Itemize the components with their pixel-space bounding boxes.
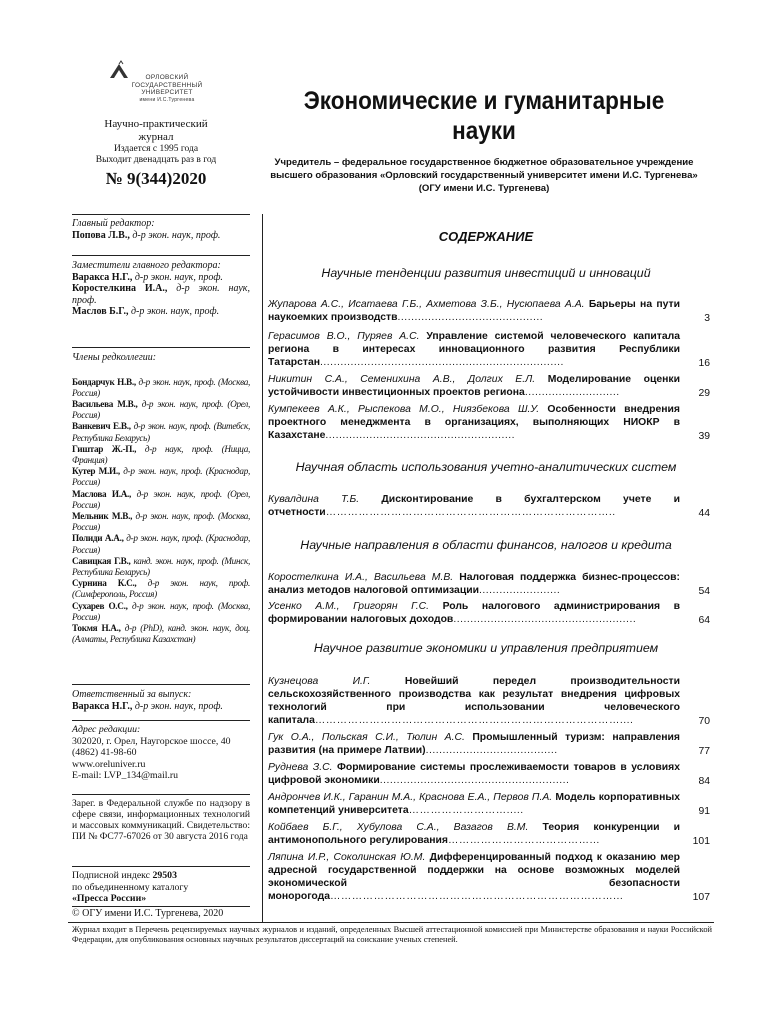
registration-text: Зарег. в Федеральной службе по надзору в сфере связи, информационных технологий и массовых коммуникаций. Свидетельство: ПИ № ФС77-67026 от 30 августа 2016 года: [72, 798, 250, 842]
logo-line: ГОСУДАРСТВЕННЫЙ: [131, 81, 203, 89]
entry-page: 91: [698, 806, 710, 817]
address-text: 302020, г. Орел, Наугорское шоссе, 40: [72, 735, 231, 747]
person-name: Токмя Н.А.,: [72, 622, 121, 633]
entry-title: Новейший передел производительности сельскохозяйственного производства как результат внедрения цифровых технологий при использовании человеческого капитала: [268, 676, 680, 726]
toc-entry[interactable]: [268, 731, 710, 757]
board-member: [72, 399, 250, 421]
person-name: Полиди А.А.,: [72, 533, 124, 544]
person-name: Гиштар Ж.-П.,: [72, 443, 137, 454]
person-degree: д-р экон. наук, проф.: [132, 271, 223, 283]
board-member: [72, 556, 250, 578]
toc-entry[interactable]: [268, 403, 710, 442]
entry-title: Теория конкуренции и антимонопольного регулирования: [268, 822, 681, 846]
university-logo: [88, 60, 208, 110]
journal-type: журнал: [138, 131, 174, 143]
journal-since: Издается с 1995 года: [113, 144, 199, 154]
contents-heading: СОДЕРЖАНИЕ: [438, 229, 534, 244]
board-label: Члены редколлегии:: [72, 352, 157, 363]
index-value: 29503: [152, 870, 177, 881]
subscription-block: [72, 870, 250, 905]
site-link[interactable]: www.oreluniver.ru: [72, 758, 146, 770]
entry-authors: Андрончев И.К., Гаранин М.А., Краснова Е.А., Первов П.А.: [268, 792, 553, 803]
person-degree: д-р (PhD), канд. экон. наук, доц. (Алматы, Республика Казахстан): [72, 622, 251, 645]
section-heading: Научные тенденции развития инвестиций и инноваций: [321, 266, 651, 280]
entry-title: Дифференцированный подход к оказанию мер адресной государственной поддержки на основе возможных моделей экономической безопасности монорогода: [268, 852, 681, 902]
toc-entry[interactable]: [268, 600, 710, 626]
toc-entry[interactable]: [268, 761, 710, 787]
entry-authors: Никитин С.А., Семенихина А.В., Долгих Е.Л.: [268, 374, 536, 385]
entry-dots: .......................................: [425, 745, 558, 756]
person-name: Коростелкина И.А.,: [72, 283, 168, 294]
divider: [72, 866, 250, 867]
entry-dots: …………………………………...: [447, 835, 600, 846]
entry-dots: ……………………………………………………………………...: [330, 891, 624, 902]
journal-info: [82, 118, 230, 190]
person-degree: д-р наук, проф. (Ницца, Франция): [72, 443, 251, 465]
entry-authors: Усенко А.М., Григорян Г.С.: [268, 601, 430, 612]
person-name: Маслова И.А.,: [72, 488, 132, 499]
entry-page: 70: [698, 716, 710, 727]
deputy-item: [72, 272, 250, 284]
responsible-degree: д-р экон. наук, проф.: [132, 700, 223, 712]
responsible-name: Варакса Н.Г.,: [72, 700, 133, 712]
logo-line: ОРЛОВСКИЙ: [145, 74, 189, 81]
toc-entry[interactable]: [268, 298, 710, 324]
index-label: Подписной индекс: [72, 870, 153, 881]
entry-dots: ............................: [524, 387, 620, 398]
entry-page: 3: [704, 313, 710, 324]
address-block: [72, 724, 250, 782]
person-degree: д-р экон. наук, проф. (Москва, Россия): [72, 510, 250, 533]
address-label: Адрес редакции:: [72, 724, 141, 735]
entry-title: Барьеры на пути наукоемких производств: [268, 299, 680, 323]
person-degree: д-р экон. наук, проф. (Москва, Россия): [72, 600, 250, 622]
section-heading: Научная область использования учетно-аналитических систем: [295, 460, 677, 474]
deputy-item: [72, 283, 250, 306]
board-member: [72, 533, 250, 555]
entry-page: 39: [698, 431, 710, 442]
person-name: Мельник М.В.,: [72, 510, 133, 521]
section-heading: Научное развитие экономики и управления предприятием: [313, 641, 659, 655]
entry-page: 16: [698, 358, 710, 369]
board-member: [72, 377, 250, 399]
person-name: Савицкая Г.В.,: [72, 555, 131, 566]
section-heading: Научные направления в области финансов, налогов и кредита: [300, 538, 672, 552]
entry-dots: …………………………………………………………………………....: [314, 715, 634, 726]
copyright-text: © ОГУ имени И.С. Тургенева, 2020: [72, 908, 224, 919]
journal-type: Научно-практический: [104, 118, 208, 130]
person-degree: д-р экон. наук, проф. (Краснодар, Россия): [72, 466, 250, 488]
entry-authors: Кувалдина Т.Б.: [268, 494, 360, 505]
entry-page: 44: [698, 508, 710, 519]
person-degree: д-р экон. наук, проф. (Орел, Россия): [72, 398, 250, 421]
entry-page: 77: [698, 746, 710, 757]
board-member: [72, 601, 250, 623]
toc-entry[interactable]: [268, 571, 710, 597]
divider: [72, 347, 250, 348]
person-degree: д-р экон. наук, проф. (Краснодар, Россия): [72, 533, 250, 555]
toc-entry[interactable]: [268, 851, 710, 903]
person-degree: д-р экон. наук, проф.: [128, 306, 220, 317]
entry-title: Дисконтирование в бухгалтерском учете и отчетности: [268, 494, 680, 518]
board-member: [72, 444, 250, 466]
issue-number: № 9(344)2020: [105, 169, 207, 188]
entry-authors: Гук О.А., Польская С.И., Тюлин А.С.: [268, 732, 465, 743]
entry-title: Модель корпоративных компетенций университета: [268, 792, 680, 816]
person-degree: д-р экон. наук, проф.: [72, 283, 250, 306]
person-name: Маслов Б.Г.,: [72, 306, 129, 317]
entry-dots: ……………………………………………………………………..: [325, 507, 616, 518]
board-member: [72, 489, 250, 511]
entry-page: 107: [692, 892, 710, 903]
logo-line: УНИВЕРСИТЕТ: [141, 89, 193, 96]
chief-editor-block: [72, 218, 250, 241]
board-member: [72, 623, 250, 645]
entry-dots: ........................: [479, 585, 561, 596]
person-degree: д-р экон. наук, проф. (Симферополь, Россия): [72, 578, 250, 600]
entry-dots: ........................................................: [325, 430, 516, 441]
entry-page: 84: [698, 776, 710, 787]
board-member: [72, 511, 250, 533]
deputies-block: [72, 260, 250, 318]
toc-entry[interactable]: [268, 493, 710, 519]
entry-authors: Ляпина И.Р., Соколинская Ю.М.: [268, 852, 426, 863]
phone-text: (4862) 41-98-60: [72, 747, 137, 758]
entry-dots: ...........................................: [397, 312, 544, 323]
entry-title: Особенности внедрения проектного менеджмента в организациях, выполняющих НИОКР в Казахстане: [268, 404, 680, 441]
logo-line: имени И.С.Тургенева: [139, 96, 195, 103]
divider: [72, 794, 250, 795]
toc-entry[interactable]: [268, 675, 710, 727]
toc-entry[interactable]: [268, 373, 710, 399]
entry-dots: ......................................................: [453, 614, 637, 625]
entry-title: Формирование системы прослеживаемости товаров в условиях цифровой экономики: [268, 762, 681, 786]
entry-page: 64: [698, 615, 710, 626]
email-link[interactable]: E-mail: LVP_134@mail.ru: [72, 770, 179, 781]
board-member: [72, 578, 250, 600]
person-name: Сухарев О.С.,: [72, 600, 128, 611]
divider: [72, 906, 250, 907]
entry-authors: Жупарова А.С., Исатаева Г.Б., Ахметова З.Б., Нусюпаева А.А.: [268, 299, 585, 310]
journal-title: Экономические и гуманитарные науки: [303, 87, 665, 145]
entry-authors: Герасимов В.О., Пуряев А.С.: [268, 331, 420, 342]
entry-dots: ........................................................................: [320, 357, 564, 368]
person-degree: канд. экон. наук, проф. (Минск, Республика Беларусь): [72, 555, 251, 577]
responsible-label: Ответственный за выпуск:: [72, 689, 192, 700]
column-divider: [262, 214, 263, 922]
footer-note: Журнал входит в Перечень рецензируемых научных журналов и изданий, определенных Высшей аттестационной комиссией при Министерстве образования и науки Российской Федерации, для опубликования основных научных результатов диссертаций на соискание ученых степеней.: [72, 925, 712, 944]
person-name: Варакса Н.Г.,: [72, 271, 133, 283]
entry-authors: Руднева З.С.: [268, 762, 333, 773]
entry-title: Налоговая поддержка бизнес-процессов: анализ методов налоговой оптимизации: [268, 572, 680, 596]
person-name: Сурнина К.С.,: [72, 578, 137, 589]
entry-title: Управление системой человеческого капитала региона в интересах инновационного развития Республики Татарстан: [268, 331, 680, 368]
footer-divider: [68, 922, 714, 923]
person-degree: д-р экон. наук, проф. (Москва, Россия): [72, 376, 250, 398]
board-block: [72, 352, 250, 645]
person-name: Бондарчук Н.В.,: [72, 376, 136, 387]
divider: [72, 684, 250, 685]
entry-page: 101: [692, 836, 710, 847]
entry-dots: ........................................................: [379, 775, 570, 786]
entry-authors: Койбаев Б.Г., Хубулова С.А., Вазагов В.М.: [268, 822, 529, 833]
catalog-text: по объединенному каталогу: [72, 881, 189, 893]
divider: [72, 255, 250, 256]
divider: [72, 214, 250, 215]
board-member: [72, 466, 250, 488]
chief-editor-label: Главный редактор:: [72, 218, 155, 229]
person-name: Ванкевич Е.В.,: [72, 421, 131, 432]
person-name: Васильева М.В.,: [72, 398, 138, 409]
person-degree: д-р экон. наук, проф. (Витебск, Республика Беларусь): [72, 421, 250, 443]
deputies-label: Заместители главного редактора:: [72, 260, 221, 271]
divider: [72, 720, 250, 721]
entry-authors: Кумпекеев А.К., Рыспекова М.О., Ниязбекова Ш.У.: [268, 404, 540, 415]
deputy-item: [72, 306, 250, 318]
journal-frequency: Выходит двенадцать раз в год: [95, 155, 217, 165]
toc-entry[interactable]: [268, 330, 710, 369]
person-name: Кутер М.И.,: [72, 466, 120, 477]
entry-title: Моделирование оценки устойчивости инвестиционных проектов региона: [268, 374, 680, 398]
founder-text: Учредитель – федеральное государственное бюджетное образовательное учреждение высшего образования «Орловский государственный университет имени И.С. Тургенева» (ОГУ имени И.С. Тургенева): [270, 157, 698, 194]
entry-title: Роль налогового администрирования в формировании налоговых доходов: [268, 601, 681, 625]
entry-page: 29: [698, 388, 710, 399]
entry-authors: Кузнецова И.Г.: [268, 676, 371, 687]
chief-editor-name: Попова Л.В.,: [72, 229, 130, 241]
catalog-name: «Пресса России»: [72, 893, 147, 904]
toc-entry[interactable]: [268, 821, 710, 847]
toc-entry[interactable]: [268, 791, 710, 817]
chief-editor-degree: д-р экон. наук, проф.: [129, 229, 221, 241]
entry-page: 54: [698, 586, 710, 597]
board-member: [72, 421, 250, 443]
entry-title: Промышленный туризм: направления развития (на примере Латвии): [268, 732, 681, 756]
person-degree: д-р экон. наук, проф. (Орел, Россия): [72, 488, 250, 510]
entry-authors: Коростелкина И.А., Васильева М.В.: [268, 572, 454, 583]
entry-dots: ……………………….....: [408, 805, 524, 816]
responsible-block: [72, 689, 250, 712]
